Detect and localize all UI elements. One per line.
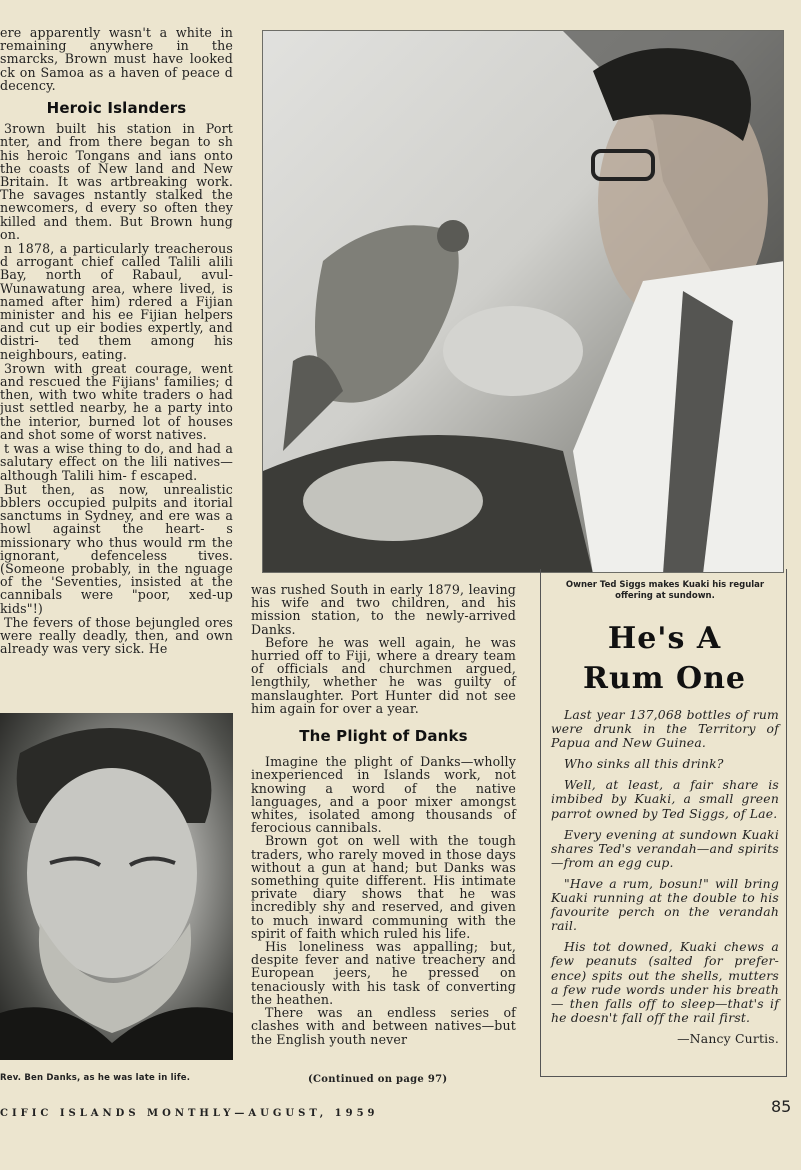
sidebar-title-line1: He's A: [607, 621, 722, 656]
sidebar-title: [541, 619, 788, 699]
sidebar-signature: —Nancy Curtis.: [677, 1030, 779, 1046]
body-paragraph: But then, as now, unrealistic bblers occupied pulpits and itorial sanctums in Sydney, and ere was a howl against the heart- s missionary who thus would rm the ignorant, defenceless tives. (Someone probably, in the nguage of the 'Seventies, insisted at the cannibals were "poor, xed-up kids"!): [0, 481, 233, 616]
body-paragraph: Imagine the plight of Danks—wholly inexperienced in Islands work, not knowing a word of the native languages, and a poor mixer amongst whites, isolated among thousands of ferocious cannibals.: [251, 754, 516, 836]
heroic-islanders-heading: Heroic Islanders: [46, 99, 187, 118]
portrait-caption: Rev. Ben Danks, as he was late in life.: [0, 1073, 191, 1083]
sidebar-text: [551, 708, 779, 1053]
sidebar-paragraph: "Have a rum, bosun!" will bring Kuaki running at the double to his favourite perch on the verandah rail.: [551, 875, 779, 934]
body-paragraph: t was a wise thing to do, and had a salutary effect on the lili natives—although Talili him- f escaped.: [0, 441, 233, 483]
body-paragraph: n 1878, a particularly treacherous d arrogant chief called Talili alili Bay, north of Rabaul, avul-Wunawatung area, where lived, is named after him) rdered a Fijian minister and his ee Fijian helpers and cut up eir bodies expertly, and distri- ted them among his neighbours, eating.: [0, 241, 233, 362]
continued-on-page-link[interactable]: (Continued on page 97): [308, 1074, 448, 1085]
parrot-photo: [262, 30, 784, 573]
body-paragraph: Before he was well again, he was hurried off to Fiji, where a dreary team of officials and churchmen argued, lengthily, whether he was guilty of manslaughter. Port Hunter did not see him again for over a year.: [251, 634, 516, 716]
left-column: [0, 26, 233, 656]
body-paragraph: There was an endless series of clashes with and between natives—but the English youth never: [251, 1005, 516, 1047]
body-paragraph: 3rown built his station in Port nter, and from there began to sh his heroic Tongans and ians onto the coasts of New land and New Britain. It was artbreaking work. The savages nstantly stalked the newcomers, d every so often they killed and them. But Brown hung on.: [0, 121, 233, 242]
parrot-photo-illustration: [263, 31, 784, 573]
sidebar-title-line2: Rum One: [583, 661, 746, 696]
body-paragraph: Brown got on well with the tough traders, who rarely moved in those days without a gun at hand; but Danks was something quite different. His intimate private diary shows that he was incredibly shy and reserved, and given to much inward communing with the spirit of faith which ruled his life.: [251, 833, 516, 941]
page-number: 85: [771, 1097, 792, 1116]
sidebar-paragraph: Last year 137,068 bottles of rum were drunk in the Territory of Papua and New Guinea.: [551, 707, 779, 751]
sidebar-paragraph: Every evening at sundown Kuaki shares Ted's verandah—and spirits—from an egg cup.: [551, 826, 779, 870]
body-paragraph: His loneliness was appalling; but, despite fever and native treachery and European jeers, he pressed on tenaciously with his task of converting the heathen.: [251, 939, 516, 1007]
sidebar-paragraph: Well, at least, a fair share is imbibed by Kuaki, a small green parrot owned by Ted Siggs, of Lae.: [551, 777, 779, 821]
body-paragraph: 3rown with great courage, went and rescued the Fijians' families; d then, with two white traders o had just settled nearby, he a party into the interior, burned lot of houses and shot some of worst natives.: [0, 360, 233, 442]
rum-one-sidebar: [540, 569, 787, 1077]
middle-column: [251, 583, 516, 1046]
danks-portrait-photo: [0, 713, 233, 1060]
plight-of-danks-heading: The Plight of Danks: [299, 727, 468, 746]
sidebar-paragraph: His tot downed, Kuaki chews a few peanuts (salted for prefer- ence) spits out the shells, mutters a few rude words under his breath — then falls off to sleep—that's if he doesn't fall off the rail first.: [551, 939, 779, 1025]
danks-portrait-illustration: [0, 713, 233, 1060]
parrot-photo-caption: Owner Ted Siggs makes Kuaki his regular offering at sundown.: [565, 580, 765, 601]
body-paragraph: was rushed South in early 1879, leaving his wife and two children, and his mission station, to the newly-arrived Danks.: [251, 582, 516, 637]
running-footer: CIFIC ISLANDS MONTHLY—AUGUST, 1959: [0, 1108, 379, 1119]
body-paragraph: The fevers of those bejungled ores were really deadly, then, and own already was very sick. He: [0, 614, 233, 657]
intro-paragraph: ere apparently wasn't a white in remaining anywhere in the smarcks, Brown must have looked ck on Samoa as a haven of peace d decency.: [0, 25, 233, 93]
sidebar-paragraph: Who sinks all this drink?: [564, 756, 724, 772]
